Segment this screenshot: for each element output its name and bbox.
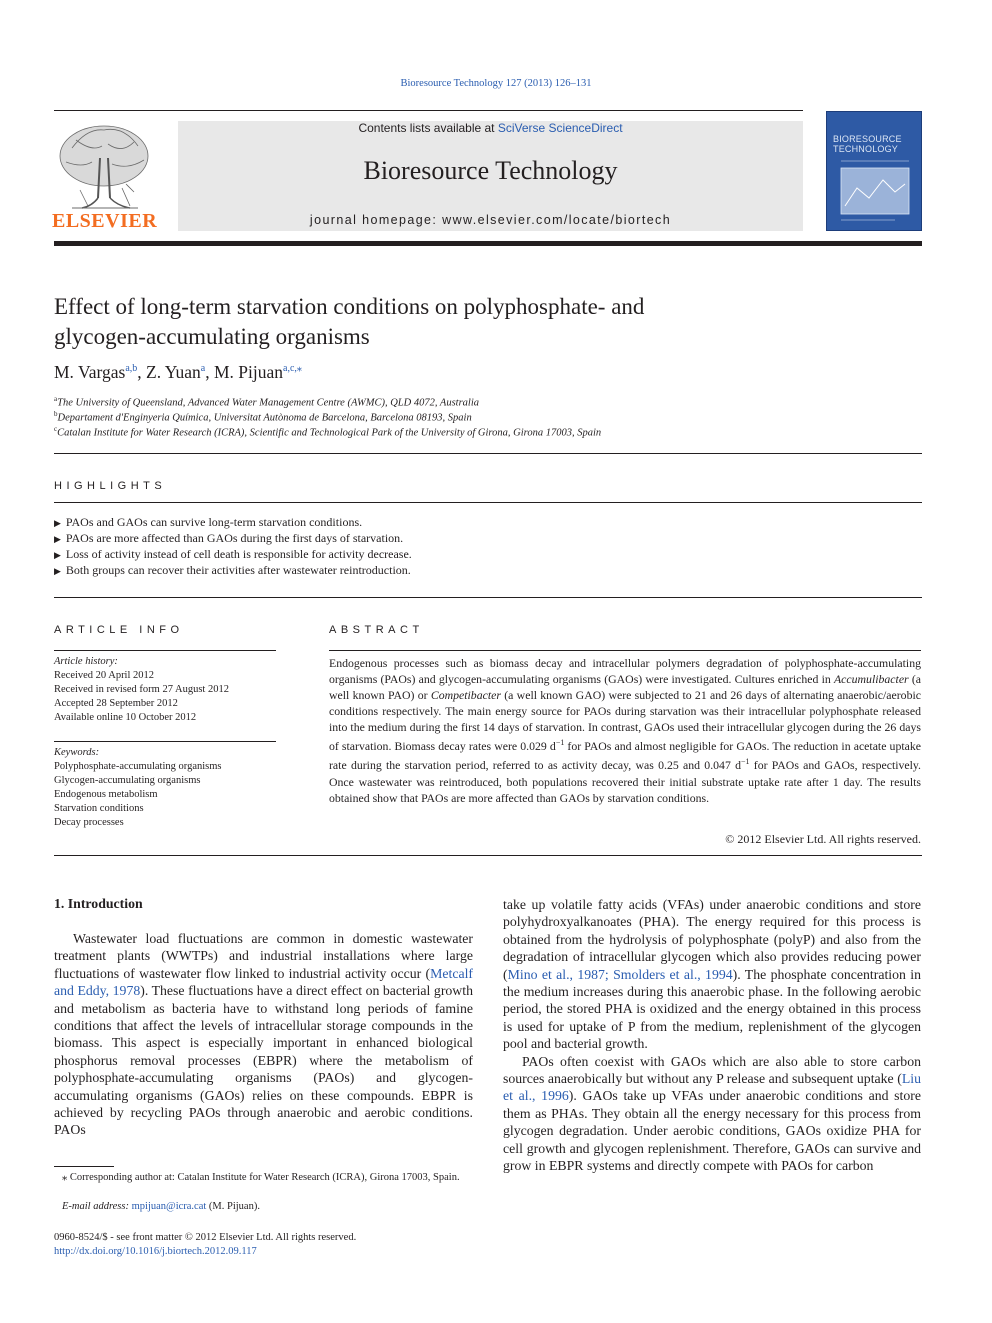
affiliation — [54, 425, 601, 439]
header-top-rule — [54, 110, 803, 111]
article-history — [54, 655, 276, 725]
abstract-segment: (a well known GAO) were subjected to 21 and 26 days of alternating anaerobic/aerobic conditions respectively. The main energy source for PAOs during starvation was their intracellular polyphosphate released into the medium during the first 14 days of starvation. In contrast, GAOs used their intracellular glycogen during the 26 days of starvation. Biomass decay rates were 0.029 d — [329, 688, 921, 754]
abstract-segment: Endogenous processes such as biomass decay and intracellular polymers degradation of polyphosphate-accumulating organisms (PAOs) and glycogen-accumulating organisms (GAOs) were investigated. Cultures enriched in — [329, 656, 921, 687]
author-name: M. Pijuan — [213, 362, 284, 382]
affiliation-text: Catalan Institute for Water Research (ICRA), Scientific and Technological Park of the University of Girona, Girona 17003, Spain — [57, 427, 602, 439]
history-item: Accepted 28 September 2012 — [54, 698, 178, 709]
keywords-label: Keywords: — [54, 747, 100, 758]
keyword: Decay processes — [54, 817, 124, 828]
intro-text: PAOs often coexist with GAOs which are also able to store carbon sources anaerobically but without any P release and subsequent uptake ( — [503, 1053, 921, 1087]
cover-title-line2: TECHNOLOGY — [833, 144, 899, 154]
highlight-text: PAOs and GAOs can survive long-term starvation conditions. — [65, 515, 363, 529]
bullet-triangle-icon: ▶ — [54, 566, 61, 576]
journal-name: Bioresource Technology — [363, 156, 618, 185]
abstract-exponent: −1 — [555, 738, 565, 748]
highlights-heading: HIGHLIGHTS — [54, 480, 167, 492]
intro-paragraph — [503, 1053, 921, 1175]
intro-text: take up volatile fatty acids (VFAs) under anaerobic conditions and store polyhydroxyalkanoates (PHA). The energy required for this process is obtained from the hydrolysis of polyphosphate (polyP) and also from the degradation of intracellular glycogen which also provides reducing power ( — [503, 897, 921, 982]
footnote-text: Corresponding author at: Catalan Institute for Water Research (ICRA), Girona 17003, Spain. — [69, 1172, 460, 1183]
elsevier-wordmark: ELSEVIER — [52, 210, 158, 232]
highlight-text: Both groups can recover their activities after wastewater reintroduction. — [65, 563, 411, 577]
highlight-item — [54, 563, 411, 578]
affiliation — [54, 410, 472, 424]
affiliation-mark: c — [54, 425, 58, 433]
divider — [54, 855, 922, 856]
journal-cover-image — [826, 111, 922, 231]
introduction-heading: 1. Introduction — [54, 896, 143, 911]
intro-paragraph — [503, 896, 921, 1053]
author-affiliation-mark[interactable]: a — [200, 363, 206, 375]
divider — [329, 650, 921, 651]
divider — [54, 741, 276, 742]
abstract-exponent: −1 — [741, 757, 750, 767]
intro-text: Wastewater load fluctuations are common in domestic wastewater treatment plants (WWTPs) and industrial installations where large fluctuations of wastewater flow linked to industrial activity occur ( — [54, 931, 473, 981]
bullet-triangle-icon: ▶ — [54, 550, 61, 560]
sciencedirect-link[interactable]: SciVerse ScienceDirect — [497, 121, 623, 135]
divider — [54, 650, 276, 651]
author-affiliation-mark[interactable]: a,b — [125, 363, 138, 375]
citation-link[interactable]: Mino et al., 1987; Smolders et al., 1994 — [507, 966, 733, 982]
author-list: M. Vargas$^{a,b}$, Z. Yuan$^a$, M. Pijuan$^{a,c,⁎}$ — [54, 362, 302, 382]
intro-left-column — [54, 930, 473, 1139]
abstract-organism: Accumulibacter — [833, 672, 909, 687]
history-item: Available online 10 October 2012 — [54, 712, 197, 723]
affiliation-mark: b — [54, 410, 58, 418]
keyword: Starvation conditions — [54, 803, 144, 814]
cover-title-line1: BIORESOURCE — [833, 134, 902, 144]
history-label: Article history: — [54, 656, 118, 667]
highlight-item — [54, 515, 362, 530]
article-title — [54, 292, 924, 352]
title-line-1: Effect of long-term starvation conditions on polyphosphate- and — [54, 294, 645, 319]
header-bottom-rule — [54, 241, 922, 246]
author-name: Z. Yuan — [146, 362, 201, 382]
affiliation-text: Departament d'Enginyeria Química, Universitat Autònoma de Barcelona, Barcelona 08193, Spain — [57, 412, 472, 424]
highlight-item — [54, 547, 412, 562]
article-info-heading: ARTICLE INFO — [54, 624, 184, 636]
doi-link[interactable]: http://dx.doi.org/10.1016/j.biortech.2012.09.117 — [54, 1246, 257, 1257]
abstract-copyright: © 2012 Elsevier Ltd. All rights reserved. — [725, 832, 921, 846]
keyword: Polyphosphate-accumulating organisms — [54, 761, 222, 772]
keyword: Glycogen-accumulating organisms — [54, 775, 201, 786]
divider — [54, 597, 922, 598]
abstract-text — [329, 655, 921, 806]
citation-link[interactable]: Liu et al., 1996 — [503, 1071, 921, 1104]
divider — [54, 453, 922, 454]
footnote-rule — [54, 1166, 114, 1167]
bullet-triangle-icon: ▶ — [54, 534, 61, 544]
email-note — [62, 1200, 473, 1215]
cover-graphic — [835, 158, 915, 224]
divider — [54, 502, 922, 503]
intro-text: ). GAOs take up VFAs under anaerobic conditions and store them as PHAs. They obtain all the energy necessary for this process from glycogen degradation. Under aerobic conditions, GAOs oxidize PHA for cell growth and glycogen replenishment. Therefore, GAOs can survive and grow in EBPR systems and directly compete with PAOs for carbon — [503, 1088, 921, 1174]
journal-citation[interactable]: Bioresource Technology 127 (2013) 126–131 — [400, 78, 592, 89]
email-label: E-mail address: — [62, 1201, 132, 1212]
highlight-item — [54, 531, 403, 546]
affiliation — [54, 395, 479, 409]
issn-line: 0960-8524/$ - see front matter © 2012 Elsevier Ltd. All rights reserved. — [54, 1232, 357, 1243]
abstract-segment: for PAOs and almost negligible for GAOs. The reduction in acetate uptake rate during the starvation period, referred to as activity decay, was 0.25 and 0.047 d — [329, 739, 921, 773]
contents-line — [178, 121, 803, 135]
journal-homepage[interactable]: journal homepage: www.elsevier.com/locate/biortech — [309, 213, 672, 227]
author-affiliation-mark[interactable]: a,c,⁎ — [283, 363, 302, 375]
contents-prefix: Contents lists available at — [358, 121, 498, 135]
highlight-text: PAOs are more affected than GAOs during the first days of starvation. — [65, 531, 404, 545]
highlight-text: Loss of activity instead of cell death is responsible for activity decrease. — [65, 547, 412, 561]
bullet-triangle-icon: ▶ — [54, 518, 61, 528]
abstract-segment: for PAOs and GAOs, respectively. Once wastewater was reintroduced, both populations recovered their initial substrate uptake rate after 1 day. The results obtained show that PAOs are more affected than GAOs by starvation conditions. — [329, 758, 922, 805]
title-line-2: glycogen-accumulating organisms — [54, 324, 370, 349]
corresponding-author-note — [54, 1171, 473, 1186]
intro-right-column — [503, 896, 921, 1175]
email-link[interactable]: mpijuan@icra.cat — [131, 1201, 207, 1212]
history-item: Received 20 April 2012 — [54, 670, 155, 681]
keywords — [54, 746, 276, 830]
affiliation-mark: a — [54, 395, 58, 403]
affiliation-text: The University of Queensland, Advanced Water Management Centre (AWMC), QLD 4072, Australia — [57, 397, 479, 409]
abstract-heading: ABSTRACT — [329, 624, 424, 636]
keyword: Endogenous metabolism — [54, 789, 158, 800]
footnote-text: (M. Pijuan). — [206, 1201, 260, 1212]
intro-text: ). The phosphate concentration in the medium increases during this anaerobic phase. In the following aerobic period, the stored PHA is oxidized and the energy obtained in this process is used for uptake of P from the medium, replenishment of the glycogen pool and bacterial growth. — [503, 966, 922, 1052]
asterisk-icon: ⁎ — [62, 1172, 70, 1183]
citation-link[interactable]: Metcalf and Eddy, 1978 — [54, 965, 473, 999]
author-name: M. Vargas — [54, 362, 126, 382]
history-item: Received in revised form 27 August 2012 — [54, 684, 229, 695]
abstract-segment: (a well known PAO) or — [329, 672, 921, 703]
intro-text: ). These fluctuations have a direct effect on bacterial growth and metabolism as bacteria have to withstand long periods of famine conditions that affect the levels of intracellular storage compounds in the biomass. This aspect is especially important in enhanced biological phosphorus removal processes (EBPR) where the metabolism of polyphosphate-accumulating organisms (PAOs) and glycogen- accumulating organisms (GAOs) relies on these compounds. EBPR is achieved by recycling PAOs through anaerobic and aerobic conditions. PAOs — [54, 983, 474, 1138]
abstract-organism: Competibacter — [430, 688, 501, 703]
